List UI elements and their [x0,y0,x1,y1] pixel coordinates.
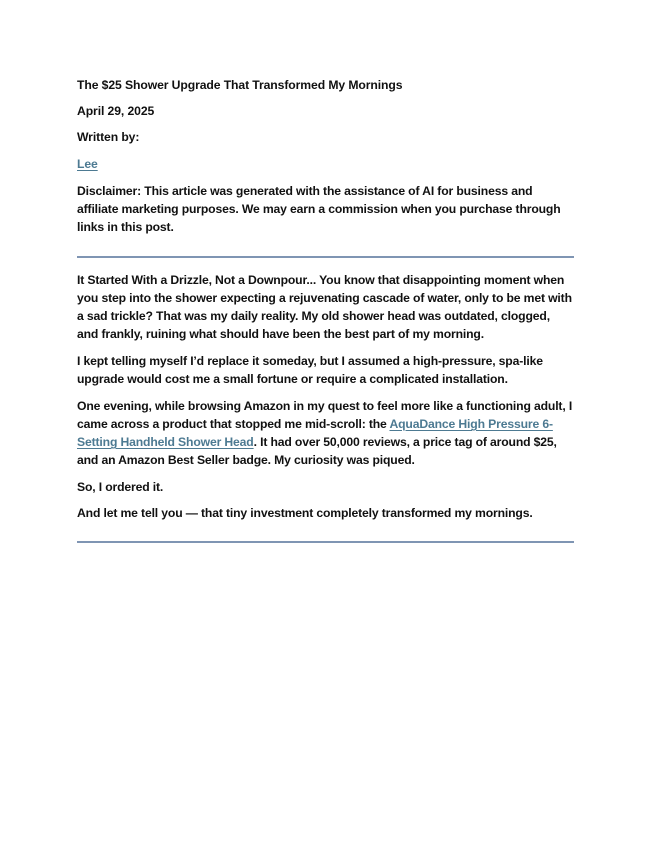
paragraph-3-text-before: One evening, while browsing Amazon in my quest to feel more like a functioning adult, I came across a product that stopped me mid-scroll: the [77,399,573,431]
disclaimer: Disclaimer: This article was generated with the assistance of AI for business and affiliate marketing purposes. We may earn a commission when you purchase through links in this post. [77,184,561,234]
written-by-label: Written by: [77,130,140,144]
body-paragraph-3 [77,397,574,469]
paragraph-3-text-after: . It had over 50,000 reviews, a price tag of around $25, and an Amazon Best Seller badge. My curiosity was piqued. [77,435,557,467]
body-paragraph-5: And let me tell you — that tiny investment completely transformed my mornings. [77,506,533,520]
author-link-row [77,155,574,173]
body-paragraph-1: It Started With a Drizzle, Not a Downpour... You know that disappointing moment when you step into the shower expecting a rejuvenating cascade of water, only to be met with a sad trickle? That was my daily reality. My old shower head was outdated, clogged, and frankly, ruining what should have been the best part of my morning. [77,273,572,341]
divider-top [77,256,574,258]
divider-bottom [77,541,574,543]
body-paragraph-4: So, I ordered it. [77,480,164,494]
body-paragraph-2: I kept telling myself I’d replace it someday, but I assumed a high-pressure, spa-like upgrade would cost me a small fortune or require a complicated installation. [77,354,543,386]
article-date: April 29, 2025 [77,104,155,118]
product-link[interactable]: AquaDance High Pressure 6-Setting Handheld Shower Head [77,417,553,449]
author-link[interactable]: Lee [77,157,98,171]
article-title: The $25 Shower Upgrade That Transformed My Mornings [77,78,403,92]
